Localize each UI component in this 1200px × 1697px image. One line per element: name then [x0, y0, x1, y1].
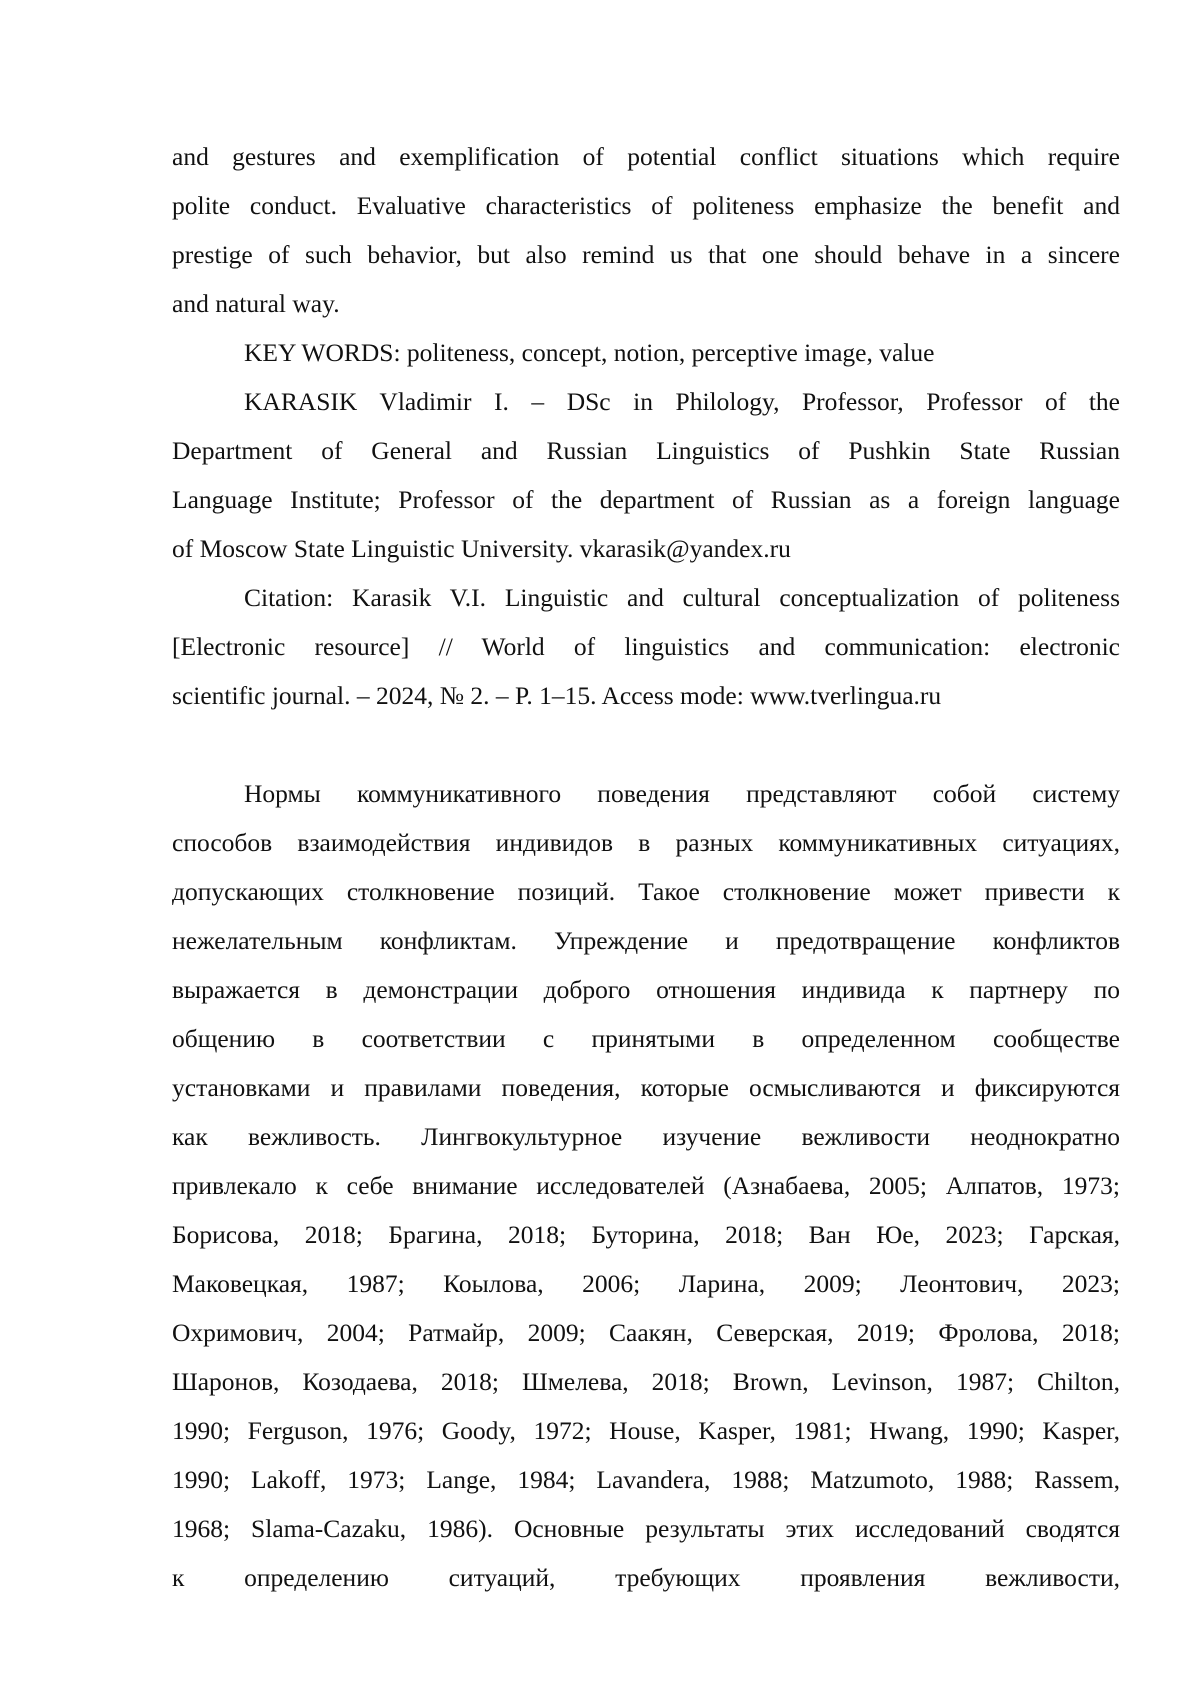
text-line: установками и правилами поведения, которые осмысливаются и фиксируются [172, 1073, 1120, 1102]
text-line: Department of General and Russian Linguistics of Pushkin State Russian [172, 436, 1120, 465]
text-line: 1990; Ferguson, 1976; Goody, 1972; House, Kasper, 1981; Hwang, 1990; Kasper, [172, 1416, 1120, 1445]
text-line: Citation: Karasik V.I. Linguistic and cultural conceptualization of politeness [244, 583, 1120, 612]
text-line: 1968; Slama-Cazaku, 1986). Основные результаты этих исследований сводятся [172, 1514, 1120, 1543]
author-info-paragraph [172, 377, 1120, 573]
text-line: привлекало к себе внимание исследователей (Азнабаева, 2005; Алпатов, 1973; [172, 1171, 1120, 1200]
text-line: как вежливость. Лингвокультурное изучение вежливости неоднократно [172, 1122, 1120, 1151]
text-line: нежелательным конфликтам. Упреждение и предотвращение конфликтов [172, 926, 1120, 955]
document-page [172, 132, 1120, 1602]
keywords-line: KEY WORDS: politeness, concept, notion, perceptive image, value [244, 338, 935, 367]
text-line: Маковецкая, 1987; Коылова, 2006; Ларина, 2009; Леонтович, 2023; [172, 1269, 1120, 1298]
text-line: Шаронов, Козодаева, 2018; Шмелева, 2018; Brown, Levinson, 1987; Chilton, [172, 1367, 1120, 1396]
paragraph-gap [172, 720, 1120, 769]
text-line: prestige of such behavior, but also remind us that one should behave in a sincere [172, 240, 1120, 269]
text-line: способов взаимодействия индивидов в разных коммуникативных ситуациях, [172, 828, 1120, 857]
text-line: Language Institute; Professor of the department of Russian as a foreign language [172, 485, 1120, 514]
body-paragraph [172, 769, 1120, 1602]
text-line: and gestures and exemplification of potential conflict situations which require [172, 142, 1120, 171]
text-line: and natural way. [172, 289, 340, 318]
text-line: [Electronic resource] // World of linguistics and communication: electronic [172, 632, 1120, 661]
text-line: выражается в демонстрации доброго отношения индивида к партнеру по [172, 975, 1120, 1004]
text-line: Борисова, 2018; Брагина, 2018; Буторина, 2018; Ван Юе, 2023; Гарская, [172, 1220, 1120, 1249]
text-line: к определению ситуаций, требующих проявления вежливости, [172, 1563, 1120, 1592]
text-line: KARASIK Vladimir I. – DSc in Philology, Professor, Professor of the [244, 387, 1120, 416]
text-line: Нормы коммуникативного поведения представляют собой систему [244, 779, 1120, 808]
text-line: polite conduct. Evaluative characteristics of politeness emphasize the benefit and [172, 191, 1120, 220]
text-line: 1990; Lakoff, 1973; Lange, 1984; Lavandera, 1988; Matzumoto, 1988; Rassem, [172, 1465, 1120, 1494]
text-line: допускающих столкновение позиций. Такое столкновение может привести к [172, 877, 1120, 906]
text-line: of Moscow State Linguistic University. vkarasik@yandex.ru [172, 534, 791, 563]
text-line: Охримович, 2004; Ратмайр, 2009; Саакян, Северская, 2019; Фролова, 2018; [172, 1318, 1120, 1347]
abstract-paragraph [172, 132, 1120, 328]
text-line: scientific journal. – 2024, № 2. – P. 1–15. Access mode: www.tverlingua.ru [172, 681, 942, 710]
citation-paragraph [172, 573, 1120, 720]
text-line: общению в соответствии с принятыми в определенном сообществе [172, 1024, 1120, 1053]
